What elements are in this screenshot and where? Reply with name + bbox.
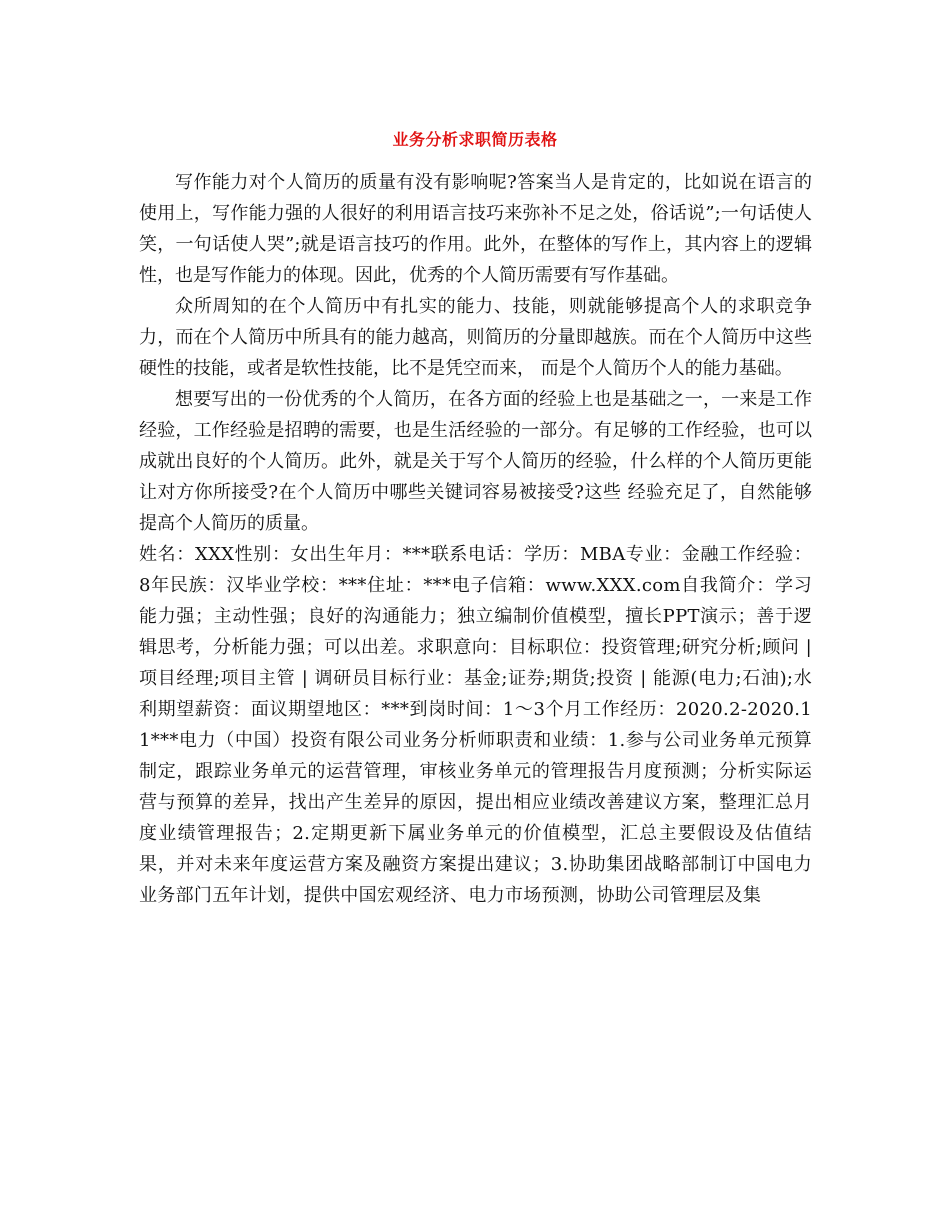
resume-details: 姓名：XXX性别：女出生年月：***联系电话：学历：MBA专业：金融工作经验：8年民族：汉毕业学校：***住址：***电子信箱：www.XXX.com自我简介：学习能力强；主动性强；良好的沟通能力；独立编制价值模型，擅长PPT演示；善于逻辑思考，分析能力强；可以出差。求职意向：目标职位：投资管理;研究分析;顾问 | 项目经理;项目主管 | 调研员目标行业：基金;证券;期货;投资 | 能源(电力;石油);水利期望薪资：面议期望地区：***到岗时间：1～3个月工作经历：2020.2-2020.11***电力（中国）投资有限公司业务分析师职责和业绩：1.参与公司业务单元预算制定，跟踪业务单元的运营管理，审核业务单元的管理报告月度预测；分析实际运营与预算的差异，找出产生差异的原因，提出相应业绩改善建议方案，整理汇总月度业绩管理报告；2.定期更新下属业务单元的价值模型，汇总主要假设及估值结果，并对未来年度运营方案及融资方案提出建议；3.协助集团战略部制订中国电力业务部门五年计划，提供中国宏观经济、电力市场预测，协助公司管理层及集	[139, 544, 812, 906]
paragraph-skills: 众所周知的在个人简历中有扎实的能力、技能，则就能够提高个人的求职竞争力，而在个人简历中所具有的能力越高，则简历的分量即越族。而在个人简历中这些硬性的技能，或者是软性技能，比不是凭空而来， 而是个人简历个人的能力基础。	[139, 296, 812, 379]
document-title: 业务分析求职简历表格	[392, 130, 558, 149]
paragraph-experience: 想要写出的一份优秀的个人简历，在各方面的经验上也是基础之一，一来是工作经验，工作经验是招聘的需要，也是生活经验的一部分。有足够的工作经验，也可以成就出良好的个人简历。此外，就是关于写个人简历的经验，什么样的个人简历更能让对方你所接受?在个人简历中哪些关键词容易被接受?这些 经验充足了，自然能够提高个人简历的质量。	[139, 389, 812, 534]
document-body	[139, 167, 812, 911]
paragraph-writing-ability: 写作能力对个人简历的质量有没有影响呢?答案当人是肯定的，比如说在语言的使用上，写作能力强的人很好的利用语言技巧来弥补不足之处，俗话说”;一句话使人笑，一句话使人哭”;就是语言技巧的作用。此外，在整体的写作上，其内容上的逻辑性，也是写作能力的体现。因此，优秀的个人简历需要有写作基础。	[139, 172, 812, 286]
